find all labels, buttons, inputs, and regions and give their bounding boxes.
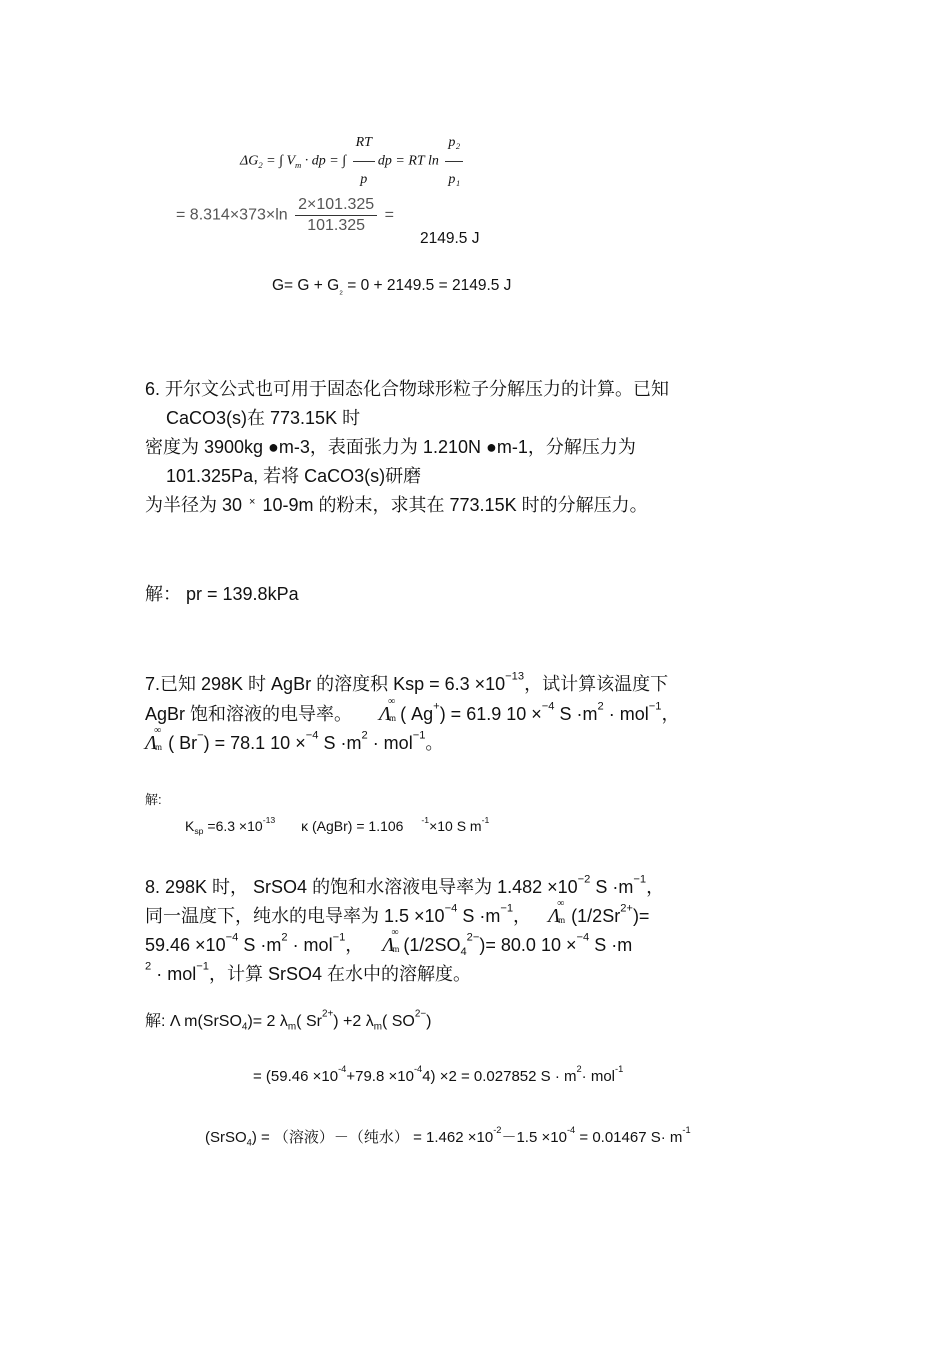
q6-line-4: 101.325Pa, 若将 CaCO3(s)研磨 [166,466,422,486]
equation-result: 2149.5 J [420,230,480,247]
q8-line-3: $59.46 \times 10^{-4}$ $S \cdot m^2 \cdot mol^{-1}$， Λ ∞ m $(1/2SO_4^{2-})= 80.0$ 10 ×$^{-4}$ S ·m [145,927,633,958]
molar-conductivity-symbol-icon: Λ ∞ m [548,898,566,927]
molar-conductivity-symbol-icon: Λ ∞ m [379,696,397,725]
fraction-p2-over-p1: $\frac{\text{p₂}}{\text{p₁}}$ [445,126,463,197]
fraction-rt-over-p: $\frac{RT}{p}$ [353,126,375,197]
equation-delta-g2: $\Delta G_2$ = ∫ $V_m$ · dp = ∫ $\frac{RT}{p}$ dp = RT ln $\frac{\text{p₂}}{\text{p₁}}$ [240,126,466,197]
q6-line-2: CaCO3(s)在 773.15K 时 [166,408,361,428]
q8-line-2: 同一温度下，纯水的电导率为 $1.5 \times 10^{-4}$ $S \cdot m^{-1}$， Λ ∞ m $(1/2Sr^{2+})=$ [145,898,650,927]
q7-line-3: Λ ∞ m ( Br−) = 78.1 10 ×$^{-4}$ $S \cdot m^2 \cdot mol^{-1}$。 [145,725,444,754]
q6-line-3: 密度为 3900kg ●m-3，表面张力为 1.210N ●m-1，分解压力为 [145,437,636,457]
q8-line-4: $^2$ · mol$^{-1}$，计算 SrSO4 在水中的溶解度。 [145,960,471,984]
q7-solution: $K_{sp} =6.3 \times 10^{-13}$ κ (AgBr) = 1.106 $^{-1}$×10 S $m^{-1}$ [185,814,490,837]
q8-solution-line-2: = $(59.46 \times 10^{-4}+79.8 \times 10^{-4}4) \times 2 = 0.027852$ $S \cdot m^2\cdot mol^{-1}$ [253,1064,624,1085]
q8-solution-line-1: 解: Λ m(SrSO$_4$)= 2 $\lambda_m$( $Sr^{2+}) +2$ $\lambda_m$( $SO^{2-}$) [145,1008,432,1033]
q8-solution-line-3: (SrSO$_4$) = （溶液）－（纯水） = $1.462 \times 10^{-2}-1.5 \times 10^{-4} = 0.01467$ $S\cdot m^{-1}$ [205,1125,691,1148]
q7-line-1: 7.已知 298K 时 AgBr 的溶度积 Ksp = $6.3 \times 10^{-13}$，试计算该温度下 [145,670,669,694]
equation-total-g: $G= G + G_{_2} = 0 + 2149.5 = 2149.5$ J [272,277,512,297]
fraction-numeric: $\frac{2\times 101.325}{101.325}$ [295,196,377,235]
molar-conductivity-symbol-icon: Λ ∞ m [382,927,400,956]
q7-solution-label: 解: [145,792,162,807]
q6-answer: 解： pr = 139.8kPa [145,584,299,604]
q8-line-1: 8. 298K 时， SrSO4 的饱和水溶液电导率为 $1.482 \times 10^{-2}$ $S \cdot m^{-1}$， [145,873,665,897]
q6-line-5: 为半径为 30 × 10-9m 的粉末，求其在 773.15K 时的分解压力。 [145,495,648,515]
q6-line-1: 6. 开尔文公式也可用于固态化合物球形粒子分解压力的计算。已知 [145,379,670,399]
equation-numeric: = 8.314×373×ln $\frac{2\times 101.325}{101.325}$ = [176,196,394,234]
q7-line-2: AgBr 饱和溶液的电导率。 Λ ∞ m ( Ag+) = 61.9 10 ×$^{-4}$ $S \cdot m^2 \cdot mol^{-1}$， [145,696,680,725]
molar-conductivity-symbol-icon: Λ ∞ m [145,725,163,754]
